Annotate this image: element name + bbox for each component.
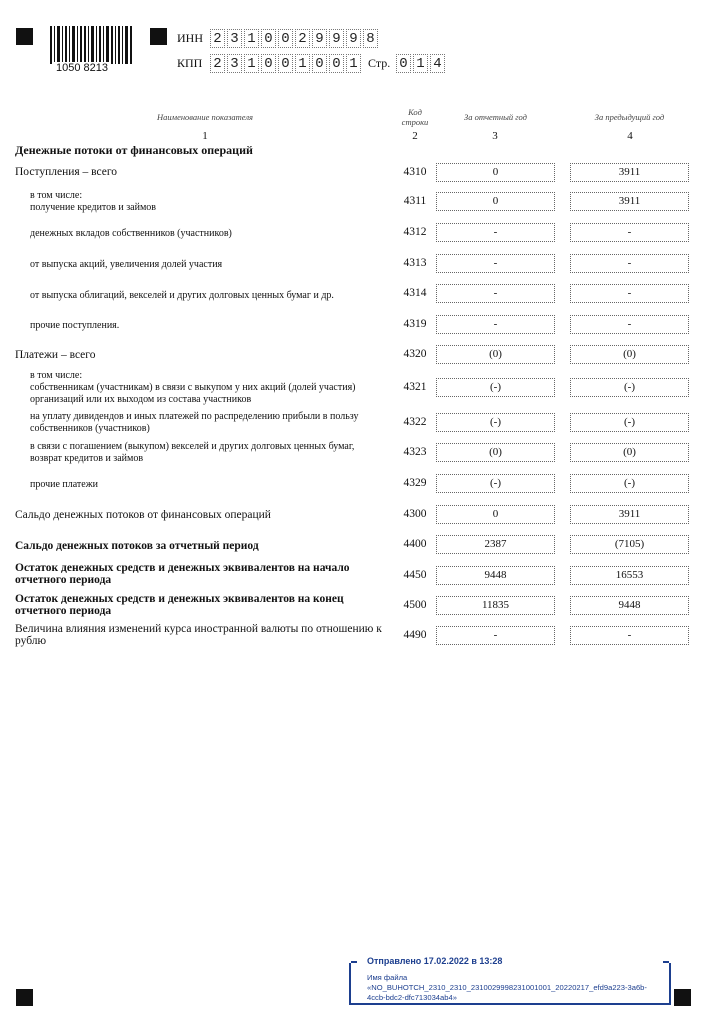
row-code-4320: 4320 (403, 348, 427, 360)
column-head-previous: За предыдущий год (594, 112, 665, 122)
submission-stamp (349, 956, 671, 1005)
row-code-4313: 4313 (403, 257, 427, 269)
row-code-4450: 4450 (403, 569, 427, 581)
kpp-cells (210, 54, 363, 73)
value-previous-4311: 3911 (570, 192, 689, 211)
inn-digit: 2 (295, 29, 310, 48)
row-label-4311: в том числе: получение кредитов и займов (30, 190, 157, 213)
inn-digit: 9 (312, 29, 327, 48)
column-head-code: Код строки (401, 107, 429, 127)
column-number-2: 2 (412, 130, 418, 142)
row-label-4329: прочие платежи (30, 479, 99, 490)
column-number-4: 4 (627, 130, 633, 142)
row-label-4323: в связи с погашением (выкупом) векселей и других долговых ценных бумаг, возврат кредитов и займов (30, 441, 355, 464)
kpp-digit: 0 (278, 54, 293, 73)
row-code-4319: 4319 (403, 318, 427, 330)
value-current-4490: - (436, 626, 555, 645)
column-head-name: Наименование показателя (157, 112, 253, 122)
row-label-4312: денежных вкладов собственников (участников) (30, 228, 232, 239)
corner-marker-bottom-left (16, 989, 33, 1006)
row-code-4490: 4490 (403, 629, 427, 641)
value-current-4321: (-) (436, 378, 555, 397)
row-code-4310: 4310 (403, 166, 427, 178)
row-code-4300: 4300 (403, 508, 427, 520)
value-previous-4300: 3911 (570, 505, 689, 524)
stamp-filename: Имя файла «NO_BUHOTCH_2310_2310_2310029998231001001_20220217_efd9a223-3a6b-4ccb-bdc2-dfc713034ab4» (367, 973, 647, 1002)
row-code-4329: 4329 (403, 477, 427, 489)
value-current-4500: 11835 (436, 596, 555, 615)
value-current-4400: 2387 (436, 535, 555, 554)
value-previous-4323: (0) (570, 443, 689, 462)
section-title: Денежные потоки от финансовых операций (15, 143, 253, 157)
kpp-digit: 2 (210, 54, 225, 73)
value-current-4450: 9448 (436, 566, 555, 585)
row-code-4321: 4321 (403, 381, 427, 393)
row-code-4323: 4323 (403, 446, 427, 458)
page-digit: 0 (396, 54, 411, 73)
kpp-digit: 0 (312, 54, 327, 73)
corner-marker-top (150, 28, 167, 45)
kpp-label: КПП (177, 56, 203, 70)
value-current-4314: - (436, 284, 555, 303)
column-number-3: 3 (492, 130, 498, 142)
corner-marker-bottom-right (674, 989, 691, 1006)
value-current-4319: - (436, 315, 555, 334)
inn-digit: 8 (363, 29, 378, 48)
value-current-4310: 0 (436, 163, 555, 182)
row-code-4314: 4314 (403, 287, 427, 299)
inn-label: ИНН (177, 31, 203, 45)
column-number-1: 1 (202, 130, 208, 142)
value-current-4320: (0) (436, 345, 555, 364)
inn-digit: 3 (227, 29, 242, 48)
value-previous-4322: (-) (570, 413, 689, 432)
kpp-digit: 3 (227, 54, 242, 73)
inn-digit: 0 (261, 29, 276, 48)
row-code-4322: 4322 (403, 416, 427, 428)
row-label-4300: Сальдо денежных потоков от финансовых операций (15, 509, 271, 521)
row-code-4311: 4311 (403, 195, 427, 207)
kpp-digit: 0 (329, 54, 344, 73)
kpp-digit: 1 (244, 54, 259, 73)
inn-cells (210, 29, 380, 48)
page-cells (396, 54, 447, 73)
row-code-4500: 4500 (403, 599, 427, 611)
value-previous-4329: (-) (570, 474, 689, 493)
page-digit: 4 (430, 54, 445, 73)
row-code-4312: 4312 (403, 226, 427, 238)
value-previous-4310: 3911 (570, 163, 689, 182)
stamp-sent-date: Отправлено 17.02.2022 в 13:28 (363, 956, 506, 966)
value-previous-4450: 16553 (570, 566, 689, 585)
inn-digit: 1 (244, 29, 259, 48)
value-current-4313: - (436, 254, 555, 273)
value-current-4329: (-) (436, 474, 555, 493)
value-current-4300: 0 (436, 505, 555, 524)
value-previous-4320: (0) (570, 345, 689, 364)
kpp-digit: 1 (346, 54, 361, 73)
page-label: Стр. (368, 56, 391, 70)
value-current-4311: 0 (436, 192, 555, 211)
row-label-4322: на уплату дивидендов и иных платежей по распределению прибыли в пользу собственников (участников) (30, 411, 359, 434)
row-label-4490: Величина влияния изменений курса иностранной валюты по отношению к рублю (15, 623, 382, 647)
inn-digit: 9 (346, 29, 361, 48)
row-label-4319: прочие поступления. (30, 320, 120, 331)
kpp-digit: 0 (261, 54, 276, 73)
row-label-4310: Поступления – всего (15, 166, 118, 178)
value-previous-4490: - (570, 626, 689, 645)
row-label-4320: Платежи – всего (15, 349, 96, 361)
value-previous-4319: - (570, 315, 689, 334)
value-previous-4321: (-) (570, 378, 689, 397)
value-previous-4314: - (570, 284, 689, 303)
value-previous-4400: (7105) (570, 535, 689, 554)
row-label-4400: Сальдо денежных потоков за отчетный период (15, 540, 259, 552)
value-previous-4312: - (570, 223, 689, 242)
page-digit: 1 (413, 54, 428, 73)
value-current-4312: - (436, 223, 555, 242)
row-code-4400: 4400 (403, 538, 427, 550)
value-current-4323: (0) (436, 443, 555, 462)
value-previous-4500: 9448 (570, 596, 689, 615)
row-label-4321: в том числе: собственникам (участникам) в связи с выкупом у них акций (долей участия) организаций или их выходом из состава участников (30, 370, 356, 405)
inn-digit: 0 (278, 29, 293, 48)
barcode (50, 26, 134, 64)
row-label-4314: от выпуска облигаций, векселей и других долговых ценных бумаг и др. (30, 290, 334, 301)
column-head-current: За отчетный год (464, 112, 527, 122)
kpp-digit: 1 (295, 54, 310, 73)
inn-digit: 2 (210, 29, 225, 48)
row-label-4450: Остаток денежных средств и денежных эквивалентов на начало отчетного периода (15, 562, 350, 586)
inn-digit: 9 (329, 29, 344, 48)
barcode-number: 1050 8213 (56, 62, 108, 74)
value-previous-4313: - (570, 254, 689, 273)
row-label-4313: от выпуска акций, увеличения долей участия (30, 259, 223, 270)
value-current-4322: (-) (436, 413, 555, 432)
corner-marker-top-left (16, 28, 33, 45)
row-label-4500: Остаток денежных средств и денежных эквивалентов на конец отчетного периода (15, 593, 344, 617)
